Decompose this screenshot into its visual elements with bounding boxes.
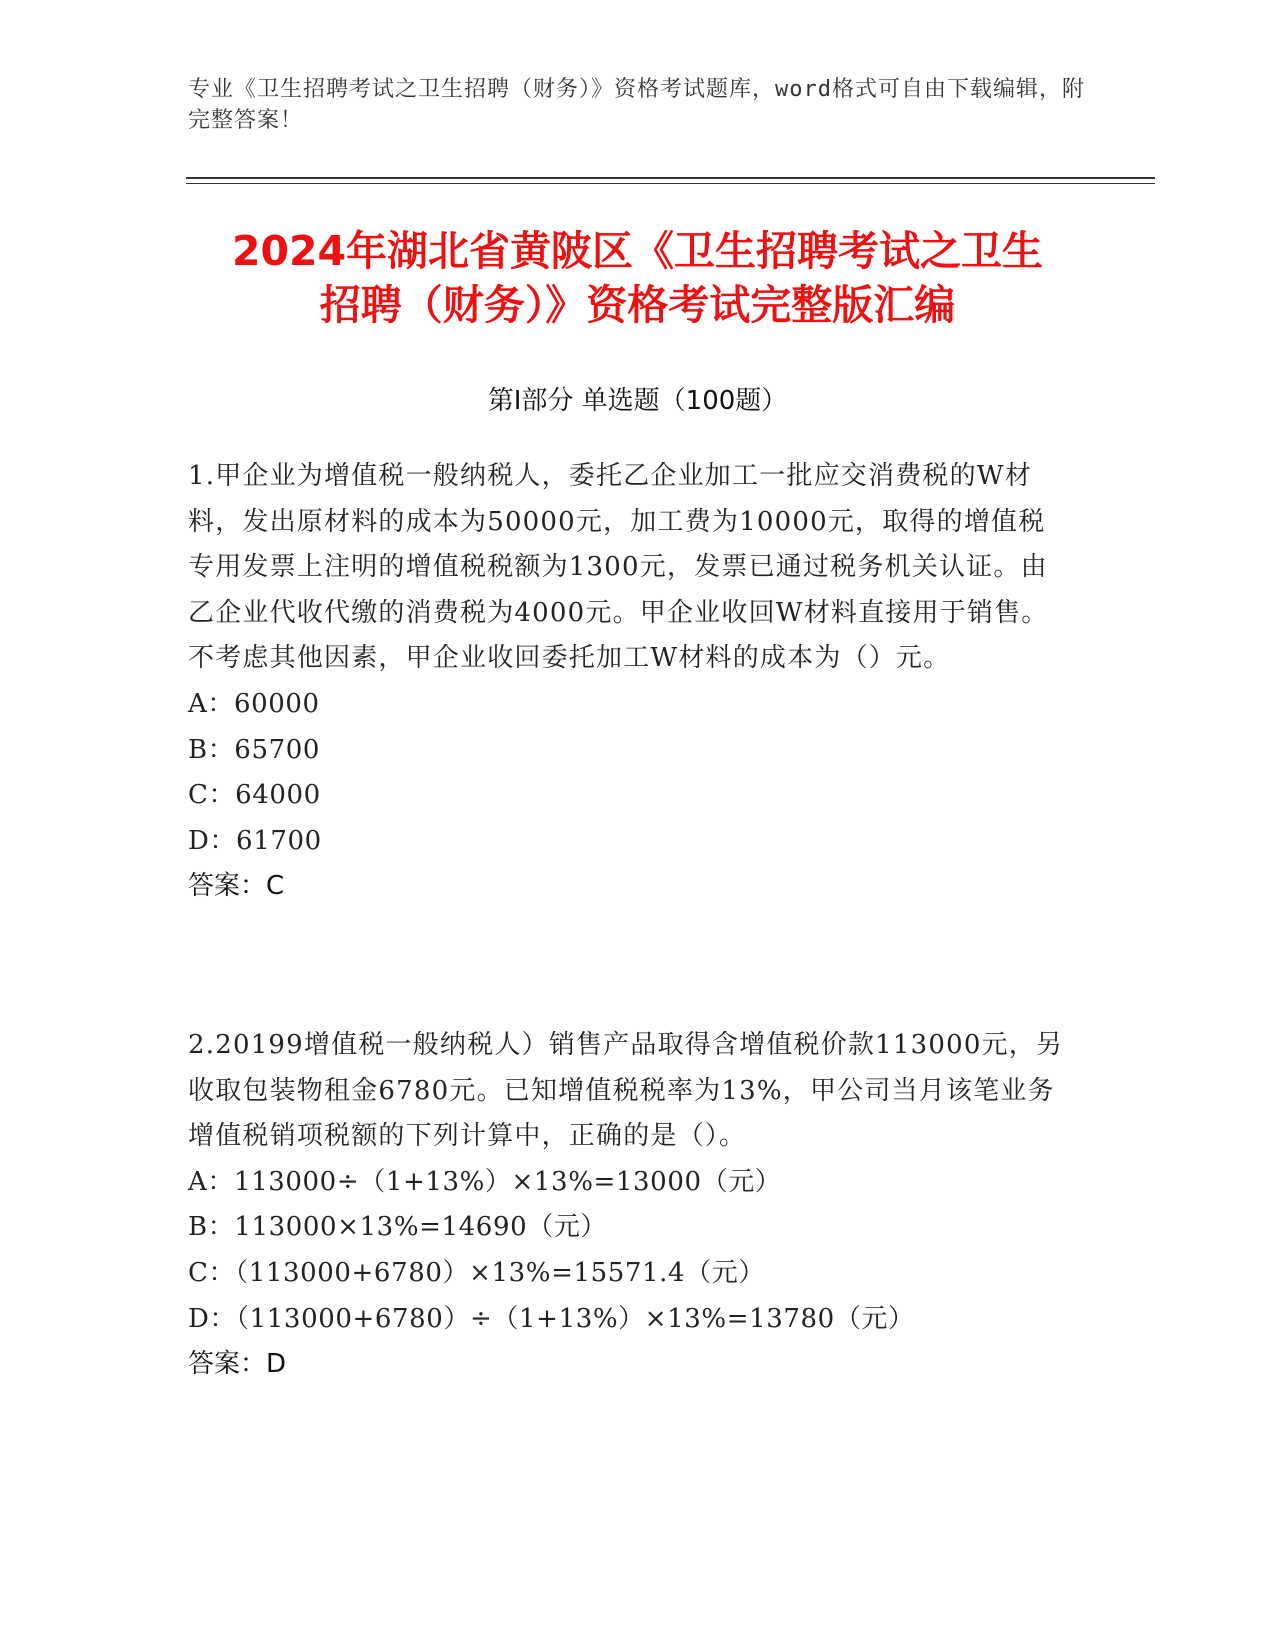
header-divider-thin xyxy=(186,183,1155,184)
option-b: B：113000×13%=14690（元） xyxy=(188,1212,608,1243)
document-title-line2: 招聘（财务）》资格考试完整版汇编 xyxy=(319,281,956,329)
option-d: D：61700 xyxy=(188,825,322,856)
answer: 答案：D xyxy=(188,1349,287,1380)
option-a: A：60000 xyxy=(188,688,320,719)
option-c: C：（113000+6780）×13%=15571.4（元） xyxy=(188,1257,765,1288)
option-b: B：65700 xyxy=(188,734,321,765)
question-stem: 1.甲企业为增值税一般纳税人，委托乙企业加工一批应交消费税的W材料，发出原材料的成本为50000元，加工费为10000元，取得的增值税专用发票上注明的增值税税额为1300元，发票已通过税务机关认证。由乙企业代收代缴的消费税为4000元。甲企业收回W材料直接用于销售。不考虑其他因素，甲企业收回委托加工W材料的成本为（）元。 xyxy=(188,461,1049,674)
question-1 xyxy=(188,454,1068,910)
question-2 xyxy=(188,1023,1068,1388)
option-c: C：64000 xyxy=(188,780,321,811)
document-title-line1: 2024年湖北省黄陂区《卫生招聘考试之卫生 xyxy=(231,227,1044,275)
option-a: A：113000÷（1+13%）×13%=13000（元） xyxy=(188,1166,782,1197)
header-divider-thick xyxy=(186,177,1155,179)
answer: 答案：C xyxy=(188,871,285,902)
question-stem: 2.20199增值税一般纳税人）销售产品取得含增值税价款113000元，另收取包装物租金6780元。已知增值税税率为13%，甲公司当月该笔业务增值税销项税额的下列计算中，正确的是（）。 xyxy=(188,1030,1064,1152)
section-title: 第Ⅰ部分 单选题（100题） xyxy=(487,386,788,416)
document-title xyxy=(150,224,1125,332)
header-note: 专业《卫生招聘考试之卫生招聘（财务）》资格考试题库，word格式可自由下载编辑，附完整答案！ xyxy=(188,77,1085,133)
option-d: D：（113000+6780）÷（1+13%）×13%=13780（元） xyxy=(188,1303,915,1334)
